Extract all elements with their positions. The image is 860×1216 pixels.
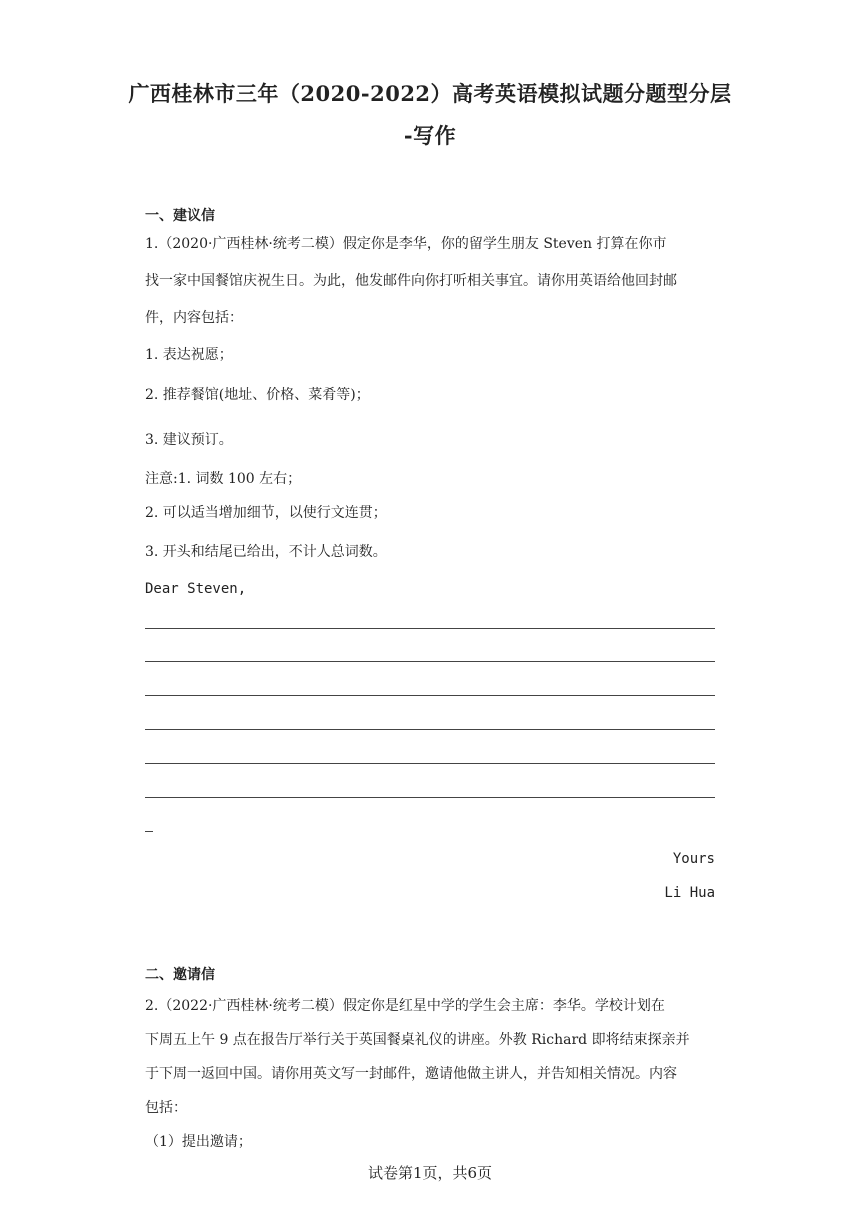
letter-signature: Li Hua xyxy=(664,885,715,901)
answer-line[interactable] xyxy=(145,797,715,798)
question-2-line-1: 2.（2022·广西桂林·统考二模）假定你是红星中学的学生会主席：李华。学校计划在 xyxy=(145,998,665,1014)
page-title-line-2: -写作 xyxy=(403,123,457,148)
question-1-note-1: 注意:1. 词数 100 左右； xyxy=(145,471,302,487)
page-footer: 试卷第1页，共6页 xyxy=(367,1164,493,1182)
letter-closing: Yours xyxy=(672,851,715,867)
question-1-line-1: 1.（2020·广西桂林·统考二模）假定你是李华，你的留学生朋友 Steven 打算在你市 xyxy=(145,236,667,252)
question-2-line-2: 下周五上午 9 点在报告厅举行关于英国餐桌礼仪的讲座。外教 Richard 即将结束探亲并 xyxy=(145,1032,690,1048)
answer-line[interactable] xyxy=(145,695,715,696)
question-1-point-3: 3. 建议预订。 xyxy=(145,432,233,448)
answer-line[interactable] xyxy=(145,729,715,730)
page-title-line-1: 广西桂林市三年（2020-2022）高考英语模拟试题分题型分层 xyxy=(128,81,732,106)
question-2-line-4: 包括： xyxy=(145,1100,187,1116)
answer-line-end[interactable] xyxy=(145,831,153,832)
section-2-heading: 二、邀请信 xyxy=(145,967,215,983)
question-1-point-1: 1. 表达祝愿； xyxy=(145,347,233,363)
question-1-line-3: 件，内容包括： xyxy=(145,310,243,326)
question-1-point-2: 2. 推荐餐馆(地址、价格、菜肴等)； xyxy=(145,387,370,403)
answer-line[interactable] xyxy=(145,628,715,629)
question-2-line-3: 于下周一返回中国。请你用英文写一封邮件，邀请他做主讲人，并告知相关情况。内容 xyxy=(145,1066,677,1082)
answer-line[interactable] xyxy=(145,763,715,764)
answer-line[interactable] xyxy=(145,661,715,662)
question-1-note-3: 3. 开头和结尾已给出，不计人总词数。 xyxy=(145,544,387,560)
letter-salutation: Dear Steven, xyxy=(145,581,247,597)
question-2-point-1: （1）提出邀请； xyxy=(145,1134,252,1150)
question-1-line-2: 找一家中国餐馆庆祝生日。为此，他发邮件向你打听相关事宜。请你用英语给他回封邮 xyxy=(145,273,677,289)
section-1-heading: 一、建议信 xyxy=(145,208,215,224)
question-1-note-2: 2. 可以适当增加细节，以使行文连贯； xyxy=(145,505,387,521)
